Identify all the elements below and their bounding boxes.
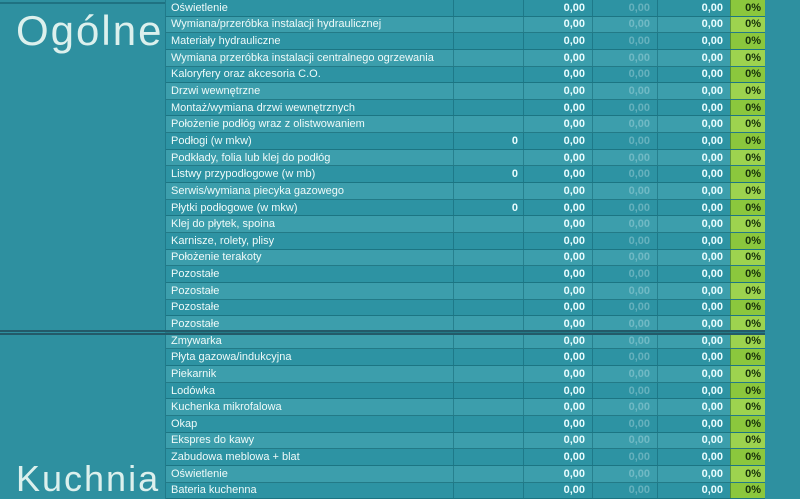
percent-cell[interactable]: 0% (730, 166, 765, 182)
value-cell-3[interactable]: 0,00 (657, 133, 730, 149)
value-cell-1[interactable]: 0,00 (523, 433, 592, 449)
table-row (166, 300, 765, 317)
value-cell-3[interactable]: 0,00 (657, 399, 730, 415)
item-name-cell[interactable]: Podkłady, folia lub klej do podłóg (171, 151, 331, 164)
quantity-cell[interactable]: 0 (453, 166, 523, 182)
table-row (166, 416, 765, 433)
quantity-cell[interactable] (453, 150, 523, 166)
item-name-cell[interactable]: Materiały hydrauliczne (171, 35, 281, 48)
item-name-cell[interactable]: Ekspres do kawy (171, 434, 255, 447)
percent-cell[interactable]: 0% (730, 116, 765, 132)
item-name-cell[interactable]: Zabudowa meblowa + blat (171, 451, 300, 464)
budget-table (165, 0, 765, 499)
value-cell-1[interactable]: 0,00 (523, 183, 592, 199)
value-cell-2[interactable]: 0,00 (592, 17, 657, 33)
value-cell-3[interactable]: 0,00 (657, 216, 730, 232)
item-name-cell[interactable]: Pozostałe (171, 317, 220, 330)
item-name-cell[interactable]: Kaloryfery oraz akcesoria C.O. (171, 68, 321, 81)
value-cell-1[interactable]: 0,00 (523, 466, 592, 482)
value-cell-2[interactable]: 0,00 (592, 200, 657, 216)
value-cell-3[interactable]: 0,00 (657, 449, 730, 465)
value-cell-3[interactable]: 0,00 (657, 483, 730, 499)
percent-cell[interactable]: 0% (730, 183, 765, 199)
table-row (166, 433, 765, 450)
value-cell-3[interactable]: 0,00 (657, 466, 730, 482)
value-cell-1[interactable]: 0,00 (523, 216, 592, 232)
item-name-cell[interactable]: Bateria kuchenna (171, 484, 257, 497)
value-cell-1[interactable]: 0,00 (523, 116, 592, 132)
table-row (166, 449, 765, 466)
item-name-cell[interactable]: Drzwi wewnętrzne (171, 85, 261, 98)
table-row (166, 283, 765, 300)
percent-cell[interactable]: 0% (730, 250, 765, 266)
value-cell-3[interactable]: 0,00 (657, 183, 730, 199)
table-row (166, 83, 765, 100)
value-cell-3[interactable]: 0,00 (657, 100, 730, 116)
quantity-cell[interactable] (453, 316, 523, 332)
table-row (166, 266, 765, 283)
item-name-cell[interactable]: Podłogi (w mkw) (171, 134, 252, 147)
percent-cell[interactable]: 0% (730, 100, 765, 116)
percent-cell[interactable]: 0% (730, 200, 765, 216)
quantity-cell[interactable] (453, 283, 523, 299)
section-label-kuchnia[interactable]: Kuchnia (16, 458, 161, 499)
value-cell-1[interactable]: 0,00 (523, 283, 592, 299)
item-name-cell[interactable]: Położenie terakoty (171, 251, 262, 264)
value-cell-1[interactable]: 0,00 (523, 233, 592, 249)
item-name-cell[interactable]: Oświetlenie (171, 1, 228, 14)
quantity-cell[interactable] (453, 266, 523, 282)
value-cell-2[interactable]: 0,00 (592, 133, 657, 149)
table-row (166, 333, 765, 350)
value-cell-2[interactable]: 0,00 (592, 0, 657, 16)
value-cell-1[interactable]: 0,00 (523, 150, 592, 166)
table-row (166, 233, 765, 250)
quantity-cell[interactable] (453, 216, 523, 232)
table-row (166, 17, 765, 34)
quantity-cell[interactable] (453, 483, 523, 499)
item-name-cell[interactable]: Płyta gazowa/indukcyjna (171, 351, 292, 364)
item-name-cell[interactable]: Pozostałe (171, 284, 220, 297)
value-cell-3[interactable]: 0,00 (657, 150, 730, 166)
value-cell-2[interactable]: 0,00 (592, 183, 657, 199)
value-cell-2[interactable]: 0,00 (592, 233, 657, 249)
value-cell-2[interactable]: 0,00 (592, 416, 657, 432)
value-cell-2[interactable]: 0,00 (592, 33, 657, 49)
value-cell-3[interactable]: 0,00 (657, 50, 730, 66)
item-name-cell[interactable]: Pozostałe (171, 301, 220, 314)
value-cell-1[interactable]: 0,00 (523, 316, 592, 332)
value-cell-3[interactable]: 0,00 (657, 300, 730, 316)
percent-cell[interactable]: 0% (730, 300, 765, 316)
percent-cell[interactable]: 0% (730, 433, 765, 449)
percent-cell[interactable]: 0% (730, 33, 765, 49)
value-cell-1[interactable]: 0,00 (523, 166, 592, 182)
value-cell-3[interactable]: 0,00 (657, 67, 730, 83)
value-cell-1[interactable]: 0,00 (523, 366, 592, 382)
percent-cell[interactable]: 0% (730, 316, 765, 332)
table-row (166, 200, 765, 217)
item-name-cell[interactable]: Okap (171, 417, 198, 430)
value-cell-2[interactable]: 0,00 (592, 383, 657, 399)
value-cell-1[interactable]: 0,00 (523, 50, 592, 66)
table-row (166, 33, 765, 50)
value-cell-2[interactable]: 0,00 (592, 449, 657, 465)
value-cell-1[interactable]: 0,00 (523, 100, 592, 116)
value-cell-2[interactable]: 0,00 (592, 216, 657, 232)
item-name-cell[interactable]: Piekarnik (171, 367, 217, 380)
item-name-cell[interactable]: Wymiana przeróbka instalacji centralnego ogrzewania (171, 51, 434, 64)
value-cell-3[interactable]: 0,00 (657, 33, 730, 49)
value-cell-2[interactable]: 0,00 (592, 366, 657, 382)
value-cell-3[interactable]: 0,00 (657, 17, 730, 33)
table-row (166, 316, 765, 333)
value-cell-2[interactable]: 0,00 (592, 399, 657, 415)
value-cell-1[interactable]: 0,00 (523, 349, 592, 365)
value-cell-2[interactable]: 0,00 (592, 100, 657, 116)
table-row (166, 250, 765, 267)
value-cell-3[interactable]: 0,00 (657, 316, 730, 332)
quantity-cell[interactable] (453, 449, 523, 465)
percent-cell[interactable]: 0% (730, 67, 765, 83)
quantity-cell[interactable]: 0 (453, 200, 523, 216)
value-cell-1[interactable]: 0,00 (523, 0, 592, 16)
percent-cell[interactable]: 0% (730, 416, 765, 432)
table-row (166, 483, 765, 499)
value-cell-2[interactable]: 0,00 (592, 266, 657, 282)
item-name-cell[interactable]: Serwis/wymiana piecyka gazowego (171, 184, 345, 197)
value-cell-3[interactable]: 0,00 (657, 116, 730, 132)
value-cell-2[interactable]: 0,00 (592, 283, 657, 299)
value-cell-2[interactable]: 0,00 (592, 116, 657, 132)
percent-cell[interactable]: 0% (730, 17, 765, 33)
value-cell-2[interactable]: 0,00 (592, 466, 657, 482)
section-label-ogolne[interactable]: Ogólne (16, 7, 164, 54)
value-cell-3[interactable]: 0,00 (657, 200, 730, 216)
value-cell-3[interactable]: 0,00 (657, 233, 730, 249)
quantity-cell[interactable] (453, 466, 523, 482)
table-row (166, 100, 765, 117)
item-name-cell[interactable]: Listwy przypodłogowe (w mb) (171, 168, 316, 181)
value-cell-1[interactable]: 0,00 (523, 33, 592, 49)
percent-cell[interactable]: 0% (730, 383, 765, 399)
item-name-cell[interactable]: Kuchenka mikrofalowa (171, 401, 282, 414)
percent-cell[interactable]: 0% (730, 233, 765, 249)
table-row (166, 166, 765, 183)
value-cell-2[interactable]: 0,00 (592, 316, 657, 332)
value-cell-1[interactable]: 0,00 (523, 399, 592, 415)
table-row (166, 383, 765, 400)
value-cell-2[interactable]: 0,00 (592, 166, 657, 182)
item-name-cell[interactable]: Wymiana/przeróbka instalacji hydraulicznej (171, 18, 382, 31)
value-cell-2[interactable]: 0,00 (592, 83, 657, 99)
value-cell-2[interactable]: 0,00 (592, 250, 657, 266)
quantity-cell[interactable] (453, 366, 523, 382)
table-row (166, 0, 765, 17)
quantity-cell[interactable] (453, 349, 523, 365)
value-cell-1[interactable]: 0,00 (523, 83, 592, 99)
percent-cell[interactable]: 0% (730, 366, 765, 382)
percent-cell[interactable]: 0% (730, 150, 765, 166)
quantity-cell[interactable] (453, 250, 523, 266)
percent-cell[interactable]: 0% (730, 83, 765, 99)
percent-cell[interactable]: 0% (730, 399, 765, 415)
quantity-cell[interactable] (453, 83, 523, 99)
value-cell-2[interactable]: 0,00 (592, 433, 657, 449)
value-cell-2[interactable]: 0,00 (592, 300, 657, 316)
previous-section-border (0, 2, 165, 4)
value-cell-1[interactable]: 0,00 (523, 200, 592, 216)
quantity-cell[interactable] (453, 50, 523, 66)
quantity-cell[interactable] (453, 0, 523, 16)
value-cell-3[interactable]: 0,00 (657, 250, 730, 266)
value-cell-1[interactable]: 0,00 (523, 383, 592, 399)
percent-cell[interactable]: 0% (730, 349, 765, 365)
value-cell-3[interactable]: 0,00 (657, 283, 730, 299)
item-name-cell[interactable]: Położenie podłóg wraz z olistwowaniem (171, 118, 365, 131)
value-cell-1[interactable]: 0,00 (523, 300, 592, 316)
quantity-cell[interactable] (453, 17, 523, 33)
value-cell-3[interactable]: 0,00 (657, 266, 730, 282)
percent-cell[interactable]: 0% (730, 133, 765, 149)
percent-cell[interactable]: 0% (730, 216, 765, 232)
quantity-cell[interactable] (453, 116, 523, 132)
item-name-cell[interactable]: Płytki podłogowe (w mkw) (171, 201, 298, 214)
value-cell-2[interactable]: 0,00 (592, 67, 657, 83)
percent-cell[interactable]: 0% (730, 266, 765, 282)
value-cell-3[interactable]: 0,00 (657, 366, 730, 382)
value-cell-2[interactable]: 0,00 (592, 333, 657, 349)
value-cell-3[interactable]: 0,00 (657, 83, 730, 99)
item-name-cell[interactable]: Montaż/wymiana drzwi wewnętrznych (171, 101, 356, 114)
table-row (166, 366, 765, 383)
value-cell-2[interactable]: 0,00 (592, 150, 657, 166)
percent-cell[interactable]: 0% (730, 483, 765, 499)
table-row (166, 133, 765, 150)
table-row (166, 150, 765, 167)
value-cell-1[interactable]: 0,00 (523, 17, 592, 33)
quantity-cell[interactable] (453, 433, 523, 449)
table-row (166, 116, 765, 133)
value-cell-1[interactable]: 0,00 (523, 449, 592, 465)
table-row (166, 183, 765, 200)
value-cell-3[interactable]: 0,00 (657, 349, 730, 365)
value-cell-3[interactable]: 0,00 (657, 166, 730, 182)
quantity-cell[interactable]: 0 (453, 133, 523, 149)
value-cell-1[interactable]: 0,00 (523, 416, 592, 432)
quantity-cell[interactable] (453, 33, 523, 49)
value-cell-2[interactable]: 0,00 (592, 349, 657, 365)
table-row (166, 50, 765, 67)
table-row (166, 399, 765, 416)
quantity-cell[interactable] (453, 100, 523, 116)
percent-cell[interactable]: 0% (730, 283, 765, 299)
item-name-cell[interactable]: Pozostałe (171, 268, 220, 281)
value-cell-1[interactable]: 0,00 (523, 67, 592, 83)
value-cell-3[interactable]: 0,00 (657, 383, 730, 399)
quantity-cell[interactable] (453, 333, 523, 349)
value-cell-3[interactable]: 0,00 (657, 433, 730, 449)
table-row (166, 349, 765, 366)
percent-cell[interactable]: 0% (730, 333, 765, 349)
value-cell-1[interactable]: 0,00 (523, 483, 592, 499)
value-cell-1[interactable]: 0,00 (523, 266, 592, 282)
quantity-cell[interactable] (453, 383, 523, 399)
item-name-cell[interactable]: Oświetlenie (171, 467, 228, 480)
item-name-cell[interactable]: Klej do płytek, spoina (171, 218, 275, 231)
table-row (166, 216, 765, 233)
value-cell-1[interactable]: 0,00 (523, 333, 592, 349)
value-cell-3[interactable]: 0,00 (657, 0, 730, 16)
value-cell-2[interactable]: 0,00 (592, 50, 657, 66)
item-name-cell[interactable]: Lodówka (171, 384, 216, 397)
percent-cell[interactable]: 0% (730, 50, 765, 66)
item-name-cell[interactable]: Zmywarka (171, 334, 222, 347)
quantity-cell[interactable] (453, 67, 523, 83)
quantity-cell[interactable] (453, 233, 523, 249)
table-row (166, 67, 765, 84)
quantity-cell[interactable] (453, 183, 523, 199)
value-cell-3[interactable]: 0,00 (657, 333, 730, 349)
table-row (166, 466, 765, 483)
percent-cell[interactable]: 0% (730, 466, 765, 482)
value-cell-1[interactable]: 0,00 (523, 133, 592, 149)
value-cell-3[interactable]: 0,00 (657, 416, 730, 432)
quantity-cell[interactable] (453, 399, 523, 415)
item-name-cell[interactable]: Karnisze, rolety, plisy (171, 234, 275, 247)
percent-cell[interactable]: 0% (730, 449, 765, 465)
quantity-cell[interactable] (453, 416, 523, 432)
value-cell-2[interactable]: 0,00 (592, 483, 657, 499)
quantity-cell[interactable] (453, 300, 523, 316)
value-cell-1[interactable]: 0,00 (523, 250, 592, 266)
percent-cell[interactable]: 0% (730, 0, 765, 16)
